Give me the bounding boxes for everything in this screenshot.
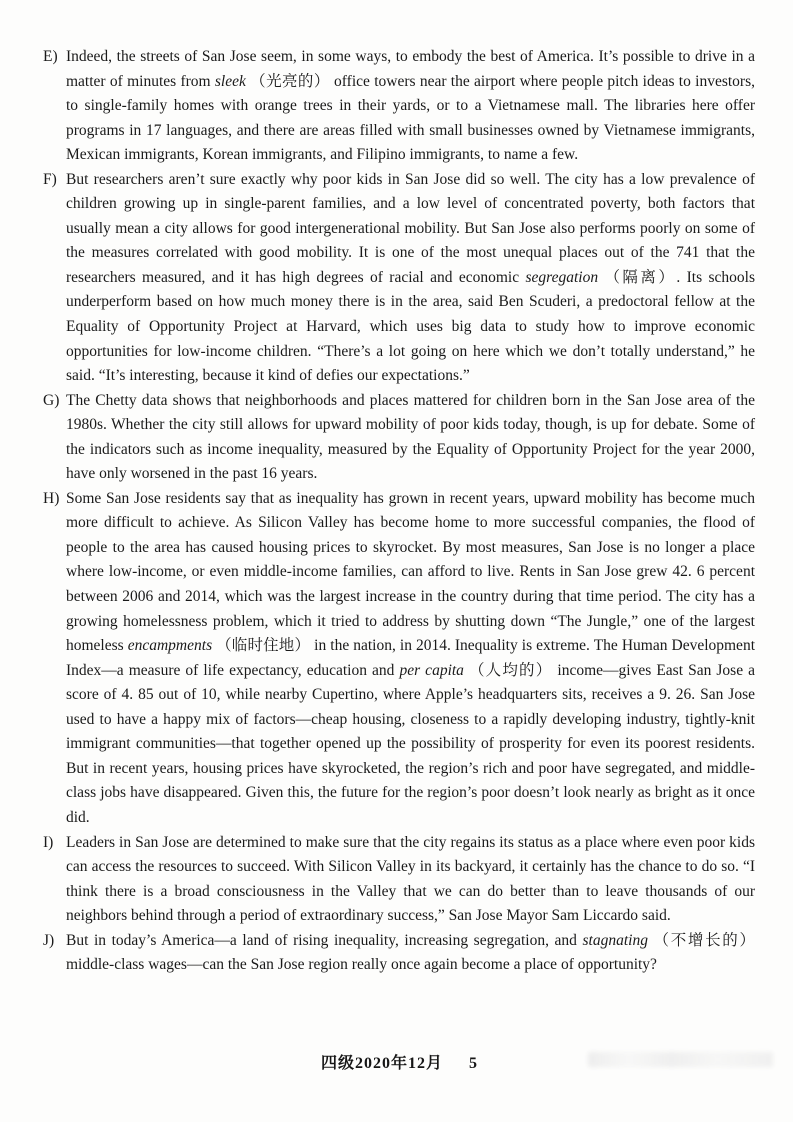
paragraph-text — [66, 932, 755, 974]
text-run: （临时住地） in the nation, in 2014. Inequality is extreme. The Human Development Index—a measure of life expectancy, education and — [66, 637, 755, 679]
italic-glossed-term: sleek — [214, 72, 246, 90]
paragraph-text — [66, 490, 755, 826]
text-run: Leaders in San Jose are determined to make sure that the city regains its status as a place where even poor kids can access the resources to succeed. With Silicon Valley in its backyard, it certainly has the chance to do so. “I think there is a broad consciousness in the Valley that we can do better than to leave thousands of our neighbors behind through a period of extraordinary success,” San Jose Mayor Sam Liccardo said. — [66, 833, 755, 925]
paragraph-label: G) — [43, 391, 60, 409]
text-run: But in today’s America—a land of rising inequality, increasing segregation, and — [66, 931, 583, 949]
italic-glossed-term: stagnating — [582, 931, 648, 949]
paragraph-J — [43, 929, 755, 978]
paragraph-label: J) — [43, 931, 55, 949]
italic-glossed-term: segregation — [525, 268, 599, 286]
paragraph-E — [43, 45, 755, 168]
passage-list — [43, 45, 755, 978]
text-run: Indeed, the streets of San Jose seem, in some ways, to embody the best of America. It’s possible to drive in a matter of minutes from — [66, 48, 755, 90]
italic-glossed-term: encampments — [127, 637, 213, 655]
paragraph-label: E) — [43, 48, 58, 65]
text-run: Some San Jose residents say that as inequality has grown in recent years, upward mobility has become much more difficult to achieve. As Silicon Valley has become home to more successful companies, the flood of people to the area has caused housing prices to skyrocket. By most measures, San Jose is no longer a place where low-income, or even middle-income families, can afford to live. Rents in San Jose grew 42. 6 percent between 2006 and 2014, which was the largest increase in the country during that time period. The city has a growing homelessness problem, which it tried to address by shutting down “The Jungle,” one of the largest homeless — [66, 489, 755, 655]
paragraph-text — [66, 171, 755, 384]
text-run: But researchers aren’t sure exactly why poor kids in San Jose did so well. The city has a low prevalence of children growing up in single-parent families, and a low level of concentrated poverty, both factors that usually mean a city allows for good intergenerational mobility. But San Jose also performs poorly on some of the measures correlated with good mobility. It is one of the most unequal places out of the 741 that the researchers measured, and it has high degrees of racial and economic — [66, 170, 755, 286]
paragraph-F — [43, 168, 755, 389]
footer-label: 四级2020年12月 — [320, 1055, 443, 1072]
watermark-smudge — [588, 1052, 773, 1067]
paragraph-H — [43, 487, 755, 831]
paragraph-I — [43, 831, 755, 929]
footer-page-number: 5 — [469, 1055, 477, 1072]
paragraph-text — [66, 834, 755, 925]
paragraph-label: I) — [43, 833, 54, 851]
paragraph-text — [66, 48, 755, 163]
paragraph-label: F) — [43, 170, 57, 188]
paragraph-label: H) — [43, 489, 60, 507]
text-run: （人均的） income—gives East San Jose a score of 4. 85 out of 10, while nearby Cupertino, where Apple’s headquarters sits, receives a 9. 26. San Jose used to have a happy mix of factors—cheap housing, closeness to a rapidly developing industry, tightly-knit immigrant communities—that together opened up the possibility of prosperity for even its poorest residents. But in recent years, housing prices have skyrocketed, the region’s rich and poor have segregated, and middle-class jobs have disappeared. Given this, the future for the region’s poor doesn’t look nearly as bright as it once did. — [66, 661, 756, 826]
italic-glossed-term: per capita — [399, 661, 464, 679]
text-run: （不增长的） middle-class wages—can the San Jose region really once again become a place of opportunity? — [66, 931, 755, 974]
text-run: （隔离）. Its schools underperform based on how much money there is in the area, said Ben Scuderi, a predoctoral fellow at the Equality of Opportunity Project at Harvard, which uses big data to study how to improve economic opportunities for low-income children. “There’s a lot going on here which we don’t totally understand,” he said. “It’s interesting, because it kind of defies our expectations.” — [66, 268, 755, 385]
paragraph-text — [66, 392, 755, 483]
text-run: （光亮的） office towers near the airport where people pitch ideas to investors, to single-family homes with orange trees in their yards, or to a Vietnamese mall. The libraries here offer programs in 17 languages, and there are areas filled with small businesses owned by Vietnamese immigrants, Mexican immigrants, Korean immigrants, and Filipino immigrants, to name a few. — [66, 72, 755, 164]
text-run: The Chetty data shows that neighborhoods and places mattered for children born in the San Jose area of the 1980s. Whether the city still allows for upward mobility of poor kids today, though, is up for debate. Some of the indicators such as income inequality, measured by the Equality of Opportunity Project for the year 2000, have only worsened in the past 16 years. — [66, 391, 755, 483]
paragraph-G — [43, 389, 755, 487]
